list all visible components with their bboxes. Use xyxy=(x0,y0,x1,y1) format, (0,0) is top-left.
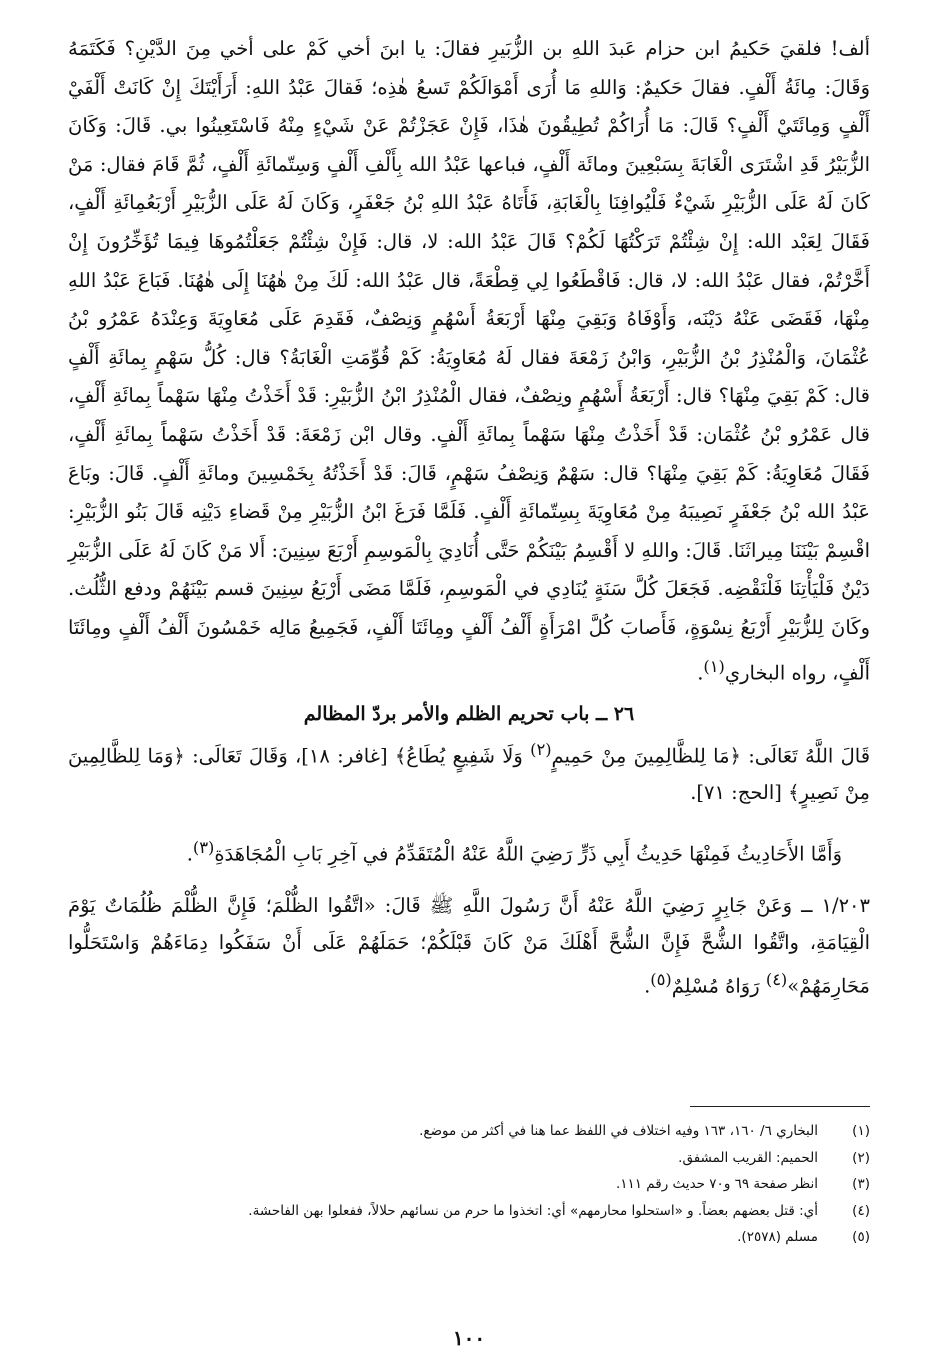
continuation-text: ألف! فلقيَ حَكيمُ ابن حزام عَبدَ اللهِ بن الزُّبَيرِ فقالَ: يا ابنَ أخي كَمْ على أخي مِنَ الدَّيْنِ؟ فَكَتَمَهُ وَقَالَ: مِائَةُ أَلْفٍ. فقالَ حَكيمٌ: وَاللهِ مَا أُرَى أَمْوَالَكُمْ تَسعُ هٰذِه؛ فَقالَ عَبْدُ اللهِ: أَرَأَيْتَكَ إِنْ كَانَتْ أَلْفَيْ أَلْفٍ وَمِائَتَيْ أَلْفٍ؟ قَالَ: مَا أُرَاكُمْ تُطِيقُونَ هٰذَا، فَإِنْ عَجَزْتُمْ عَنْ شَيْءٍ مِنْهُ فَاسْتَعِينُوا بي. قَالَ: وَكَانَ الزُّبَيْرُ قَدِ اشْتَرَى الْغَابَةَ بِسَبْعِينَ ومائَة أَلْفٍ، فباعها عَبْدُ الله بِأَلْفِ أَلْفٍ وَسِتّمائَةِ أَلْفٍ، ثُمَّ قَامَ فقال: مَنْ كَانَ لَهُ عَلَى الزُّبَيْرِ شَيْءٌ فَلْيُوافِنَا بِالْغَابَةِ، فَأَتَاهُ عَبْدُ اللهِ بْنُ جَعْفَرٍ، وَكَانَ لَهُ عَلَى الزُّبَيْرِ أَرْبَعُمِائَةِ أَلْفٍ، فَقَالَ لِعَبْد الله: إِنْ شِئْتُمْ تَرَكْتُهَا لَكُمْ؟ قَالَ عَبْدُ الله: لا، قال: فَإِنْ شِئْتُمْ جَعَلْتُمُوهَا فِيمَا تُؤَخِّرُونَ إِنْ أَخَّرْتُمْ، فقال عَبْدُ الله: لا، قال: فَاقْطَعُوا لِي قِطْعَةً، قال عَبْدُ الله: لَكَ مِنْ هٰهُنَا إِلَى هٰهُنَا. فَبَاعَ عَبْدُ اللهِ مِنْهَا، فَقَضَى عَنْهُ دَيْنَه، وَأَوْفَاهُ وَبَقِيَ مِنْهَا أَرْبَعَةُ أَسْهُمٍ وَنِصْفٌ، فَقَدِمَ عَلَى مُعَاوِيَةَ وَعِنْدَهُ عَمْرُو بْنُ عُثْمَانَ، وَالْمُنْذِرُ بْنُ الزُّبَيْرِ، وَابْنُ زَمْعَةَ فقال لَهُ مُعَاوِيَةُ: كَمْ قُوِّمَتِ الْغَابَةُ؟ قال: كُلُّ سَهْمٍ بِمائَةِ أَلْفٍ قال: كَمْ بَقِيَ مِنْهَا؟ قال: أَرْبَعَةُ أَسْهُمٍ ونِصْفٌ، فقال الْمُنْذِرُ ابْنُ الزُّبَيْرِ: قَدْ أَخَذْتُ مِنْهَا سَهْماً بِمائَةِ أَلْفٍ، قال عَمْرُو بْنُ عُثْمَان: قَدْ أَخَذْتُ مِنْهَا سَهْماً بِمائَةِ أَلْفٍ. وقال ابْن زَمْعَةَ: قَدْ أَخَذْتُ سَهْماً بِمائَةِ أَلْفٍ، فَقَالَ مُعَاوِيَةُ: كَمْ بَقِيَ مِنْهَا؟ قال: سَهْمٌ وَنِصْفُ سَهْمٍ، قَالَ: قَدْ أَخَذْتُهُ بِخَمْسِينَ ومائَةِ أَلْفٍ. قَالَ: وبَاعَ عَبْدُ الله بْنُ جَعْفَرٍ نَصِيبَهُ مِنْ مُعَاوِيَةَ بِسِتّمائَةِ أَلْفٍ. فَلَمَّا فَرَغَ ابْنُ الزُّبَيْرِ مِنْ قَضاءِ دَيْنِه قَالَ بَنُو الزُّبَيْرِ: اقْسِمْ بَيْنَنَا مِيراثَنَا. قَالَ: واللهِ لا أَقْسِمُ بَيْنَكُمْ حَتَّى أُنَادِيَ بِالْمَوسِمِ أَرْبَعَ سِنِينَ: أَلا مَنْ كَانَ لَهُ عَلَى الزُّبَيْرِ دَيْنٌ فَلْيَأْتِنَا فَلْنَقْضِه. فَجَعَلَ كُلَّ سَنَةٍ يُنَادِي في الْمَوسِمِ، فَلَمَّا مَضَى أَرْبَعُ سِنِينَ قسم بَيْنَهُمْ ودفع الثُّلُث. وكَانَ لِلزُّبَيْرِ أَرْبَعُ نِسْوَةٍ، فَأَصابَ كُلَّ امْرَأَةٍ أَلْفُ أَلْفٍ ومِائَتَا أَلْفٍ، فَجَمِيعُ مَالِه خَمْسُونَ أَلْفُ أَلْفٍ ومِائَتَا أَلْفٍ، رواه البخاري xyxy=(68,37,870,684)
page-number: ١٠٠ xyxy=(452,1326,486,1350)
footnote-number: (٤) xyxy=(852,1202,870,1219)
footnote-number: (٢) xyxy=(852,1149,870,1166)
footnote-ref-4: (٤) xyxy=(765,969,788,989)
footnote-ref-5: (٥) xyxy=(650,969,672,989)
ahadith-intro-tail: . xyxy=(186,842,193,866)
footnote-item xyxy=(80,1198,870,1225)
footnote-number: (٣) xyxy=(852,1176,870,1192)
footnote-item xyxy=(80,1118,870,1145)
quran-verse-paragraph xyxy=(68,731,870,812)
footnote-text: انظر صفحة ٦٩ و٧٠ حديث رقم ١١١. xyxy=(615,1176,818,1192)
footnote-item xyxy=(80,1171,870,1198)
footnote-ref-1: (١) xyxy=(703,656,725,676)
continuation-paragraph xyxy=(68,30,870,693)
footnote-item xyxy=(80,1224,870,1251)
footnotes-section xyxy=(80,1118,870,1251)
footnote-separator xyxy=(690,1106,870,1107)
footnote-number: (٥) xyxy=(852,1229,870,1245)
hadith-end: . xyxy=(644,974,651,998)
page-body xyxy=(68,30,870,1004)
footnote-text: مسلم (٢٥٧٨). xyxy=(737,1229,818,1245)
hadith-source: رَوَاهُ مُسْلِمٌ xyxy=(671,974,760,998)
footnote-text: الحميم: القريب المشفق. xyxy=(678,1149,818,1166)
verse-part-2: وَلَا شَفِيعٍ يُطَاعُ﴾ [غافر: ١٨]، وَقَالَ تَعَالَى: ﴿وَمَا لِلظَّالِمِينَ مِنْ نَصِيرٍ﴾ [الحج: ٧١]. xyxy=(68,744,870,805)
footnote-text: البخاري ٦/ ١٦٠، ١٦٣ وفيه اختلاف في اللفظ عما هنا في أكثر من موضع. xyxy=(419,1123,818,1139)
chapter-title: ٢٦ ــ باب تحريم الظلم والأمر بردّ المظالم xyxy=(303,702,635,725)
footnote-item xyxy=(80,1145,870,1172)
hadith-paragraph xyxy=(68,887,870,1005)
hadith-text: ١/٢٠٣ ــ وَعَنْ جَابِرٍ رَضِيَ اللَّهُ عَنْهُ أَنَّ رَسُولَ اللَّهِ ﷺ قَالَ: «اتَّقُوا الظُّلْمَ؛ فَإِنَّ الظُّلْمَ ظُلُمَاتٌ يَوْمَ الْقِيَامَةِ، واتَّقُوا الشُّحَّ فَإِنَّ الشُّحَّ أَهْلَكَ مَنْ كَانَ قَبْلَكُمْ؛ حَمَلَهُمْ عَلَى أَنْ سَفَكُوا دِمَاءَهُمْ وَاسْتَحَلُّوا مَحَارِمَهُمْ» xyxy=(68,893,870,998)
ahadith-intro-paragraph xyxy=(68,829,870,873)
footnote-text: أي: قتل بعضهم بعضاً. و «استحلوا محارمهم» أي: اتخذوا ما حرم من نسائهم حلالاً، ففعلوا بهن الفاحشة. xyxy=(248,1202,818,1219)
footnote-ref-3: (٣) xyxy=(192,838,215,858)
footnote-number: (١) xyxy=(852,1123,870,1139)
ahadith-intro-text: وَأَمَّا الأَحَادِيثُ فَمِنْهَا حَدِيثُ أَبِي ذَرٍّ رَضِيَ اللَّهُ عَنْهُ الْمُتَقَدِّمُ في آخِرِ بَابِ الْمُجَاهَدَةِ xyxy=(214,842,842,866)
footnote-ref-2: (٢) xyxy=(530,739,552,759)
continuation-tail: . xyxy=(697,661,704,684)
verse-part-1: قَالَ اللَّهُ تَعَالَى: ﴿مَا لِلظَّالِمِينَ مِنْ حَمِيمٍ xyxy=(551,744,871,768)
